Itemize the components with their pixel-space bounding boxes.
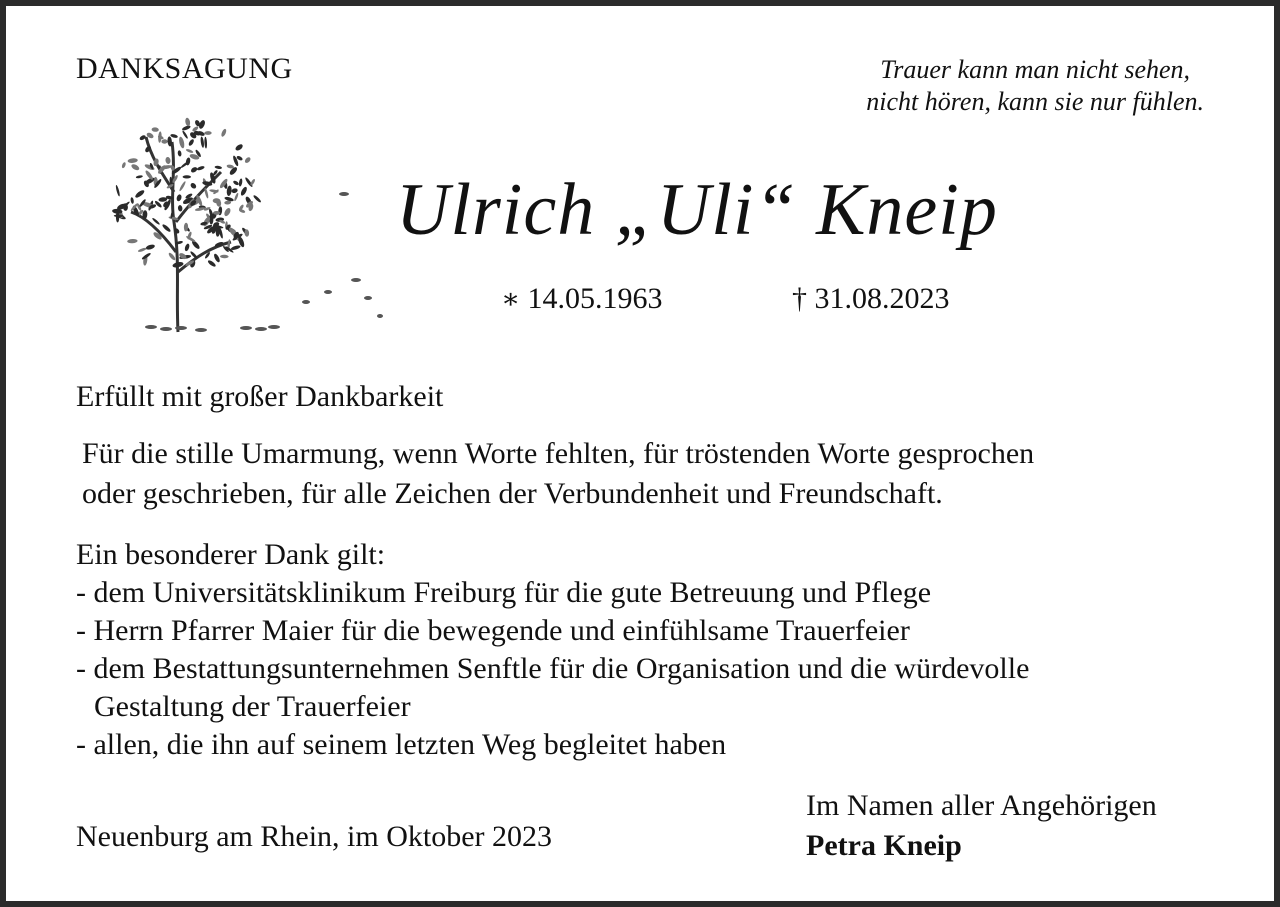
- death-date: [792, 282, 950, 316]
- signoff-line: Im Namen aller Angehörigen: [806, 789, 1157, 822]
- death-symbol: †: [792, 282, 807, 315]
- special-thanks: [76, 536, 1029, 764]
- thanks-paragraph: [82, 434, 1034, 514]
- thanks-item: - dem Universitätsklinikum Freiburg für die gute Betreuung und Pflege: [76, 576, 932, 609]
- place-date: Neuenburg am Rhein, im Oktober 2023: [76, 820, 553, 853]
- paragraph-line: Für die stille Umarmung, wenn Worte fehlten, für tröstenden Worte gesprochen: [82, 437, 1035, 470]
- thanks-item: - allen, die ihn auf seinem letzten Weg begleitet haben: [76, 728, 727, 761]
- birth-date: [501, 282, 663, 316]
- thanks-item: - Herrn Pfarrer Maier für die bewegende und einfühlsame Trauerfeier: [76, 614, 910, 647]
- quote: [866, 54, 1204, 118]
- tree-icon: [106, 102, 391, 342]
- signoff: [806, 786, 1157, 866]
- birth-date-value: 14.05.1963: [527, 282, 663, 315]
- death-date-value: 31.08.2023: [814, 282, 950, 315]
- paragraph-line: oder geschrieben, für alle Zeichen der Verbundenheit und Freundschaft.: [82, 477, 943, 510]
- signer-name: Petra Kneip: [806, 829, 962, 862]
- quote-line: Trauer kann man nicht sehen,: [880, 55, 1191, 84]
- special-thanks-title: Ein besonderer Dank gilt:: [76, 538, 386, 571]
- thanks-item-continuation: Gestaltung der Trauerfeier: [94, 690, 411, 723]
- thanks-item: - dem Bestattungsunternehmen Senftle für die Organisation und die würdevolle: [76, 652, 1030, 685]
- deceased-name: Ulrich „Uli“ Kneip: [396, 169, 998, 251]
- heading: DANKSAGUNG: [76, 52, 293, 85]
- quote-line: nicht hören, kann sie nur fühlen.: [866, 87, 1204, 116]
- intro-line: Erfüllt mit großer Dankbarkeit: [76, 380, 444, 413]
- birth-symbol: ∗: [501, 284, 521, 315]
